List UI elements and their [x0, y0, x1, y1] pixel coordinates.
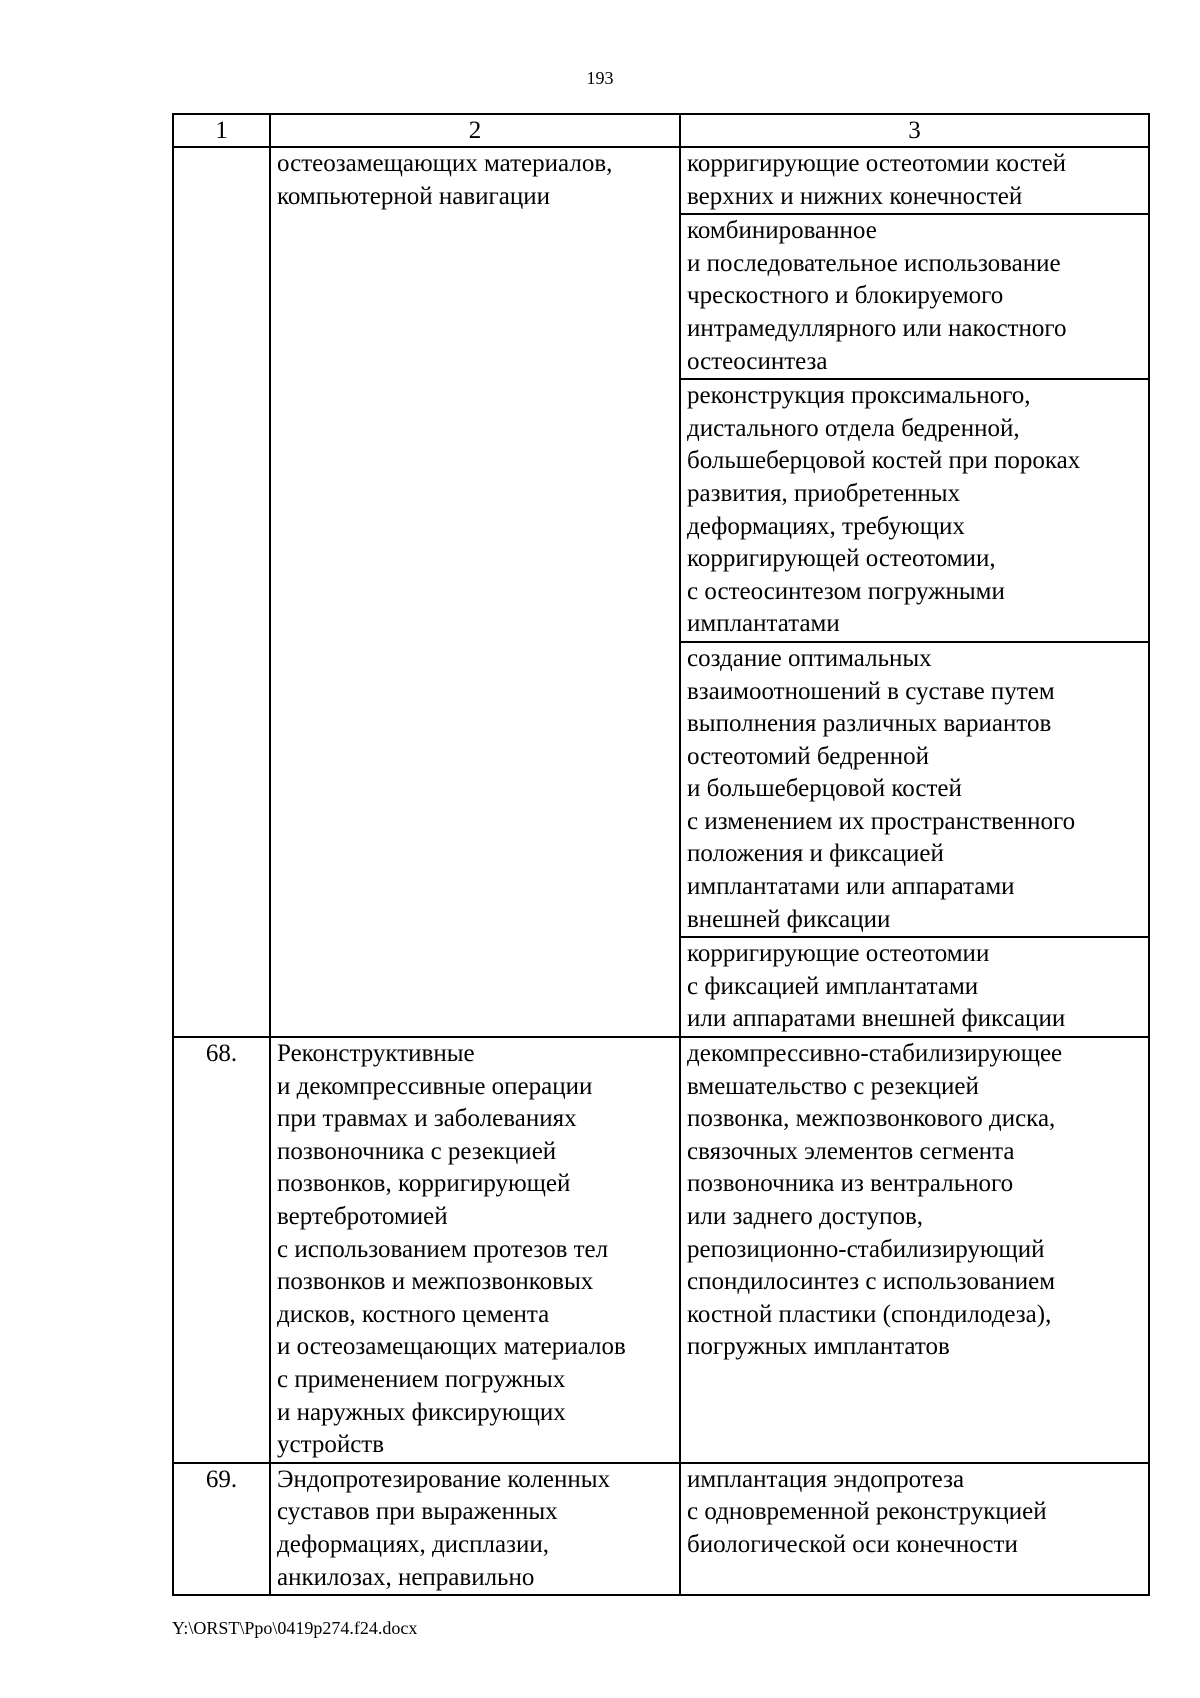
table-row — [173, 1463, 1149, 1595]
row-number-cell — [173, 147, 270, 1037]
method-cell: имплантация эндопротеза с одновременной реконструкцией биологической оси конечности — [680, 1463, 1149, 1595]
method-cell: корригирующие остеотомии костей верхних и нижних конечностей — [680, 147, 1149, 214]
header-col-2: 2 — [270, 114, 680, 147]
table-header-row — [173, 114, 1149, 147]
file-path-footer: Y:\ORST\Ppo\0419p274.f24.docx — [172, 1618, 418, 1638]
row-number-cell: 68. — [173, 1037, 270, 1463]
page-number: 193 — [586, 68, 614, 88]
method-cell: корригирующие остеотомии с фиксацией имплантатами или аппаратами внешней фиксации — [680, 937, 1149, 1037]
method-cell: создание оптимальных взаимоотношений в суставе путем выполнения различных вариантов остеотомий бедренной и большеберцовой костей с изменением их пространственного положения и фиксацией имплантатами или аппаратами внешней фиксации — [680, 642, 1149, 937]
condition-cell: Реконструктивные и декомпрессивные операции при травмах и заболеваниях позвоночника с резекцией позвонков, корригирующей вертебротомией с использованием протезов тел позвонков и межпозвонковых дисков, костного цемента и остеозамещающих материалов с применением погружных и наружных фиксирующих устройств — [270, 1037, 680, 1463]
method-cell: комбинированное и последовательное использование чрескостного и блокируемого интрамедуллярного или накостного остеосинтеза — [680, 214, 1149, 379]
table-row — [173, 1037, 1149, 1463]
condition-cell: остеозамещающих материалов, компьютерной навигации — [270, 147, 680, 1037]
method-cell: реконструкция проксимального, дистального отдела бедренной, большеберцовой костей при пороках развития, приобретенных деформациях, требующих корригирующей остеотомии, с остеосинтезом погружными имплантатами — [680, 379, 1149, 642]
table-row — [173, 147, 1149, 214]
header-col-1: 1 — [173, 114, 270, 147]
condition-cell: Эндопротезирование коленных суставов при выраженных деформациях, дисплазии, анкилозах, неправильно — [270, 1463, 680, 1595]
row-number-cell: 69. — [173, 1463, 270, 1595]
procedures-table — [172, 113, 1150, 1596]
header-col-3: 3 — [680, 114, 1149, 147]
method-cell: декомпрессивно-стабилизирующее вмешательство с резекцией позвонка, межпозвонкового диска, связочных элементов сегмента позвоночника из вентрального или заднего доступов, репозиционно-стабилизирующий спондилосинтез с использованием костной пластики (спондилодеза), погружных имплантатов — [680, 1037, 1149, 1463]
